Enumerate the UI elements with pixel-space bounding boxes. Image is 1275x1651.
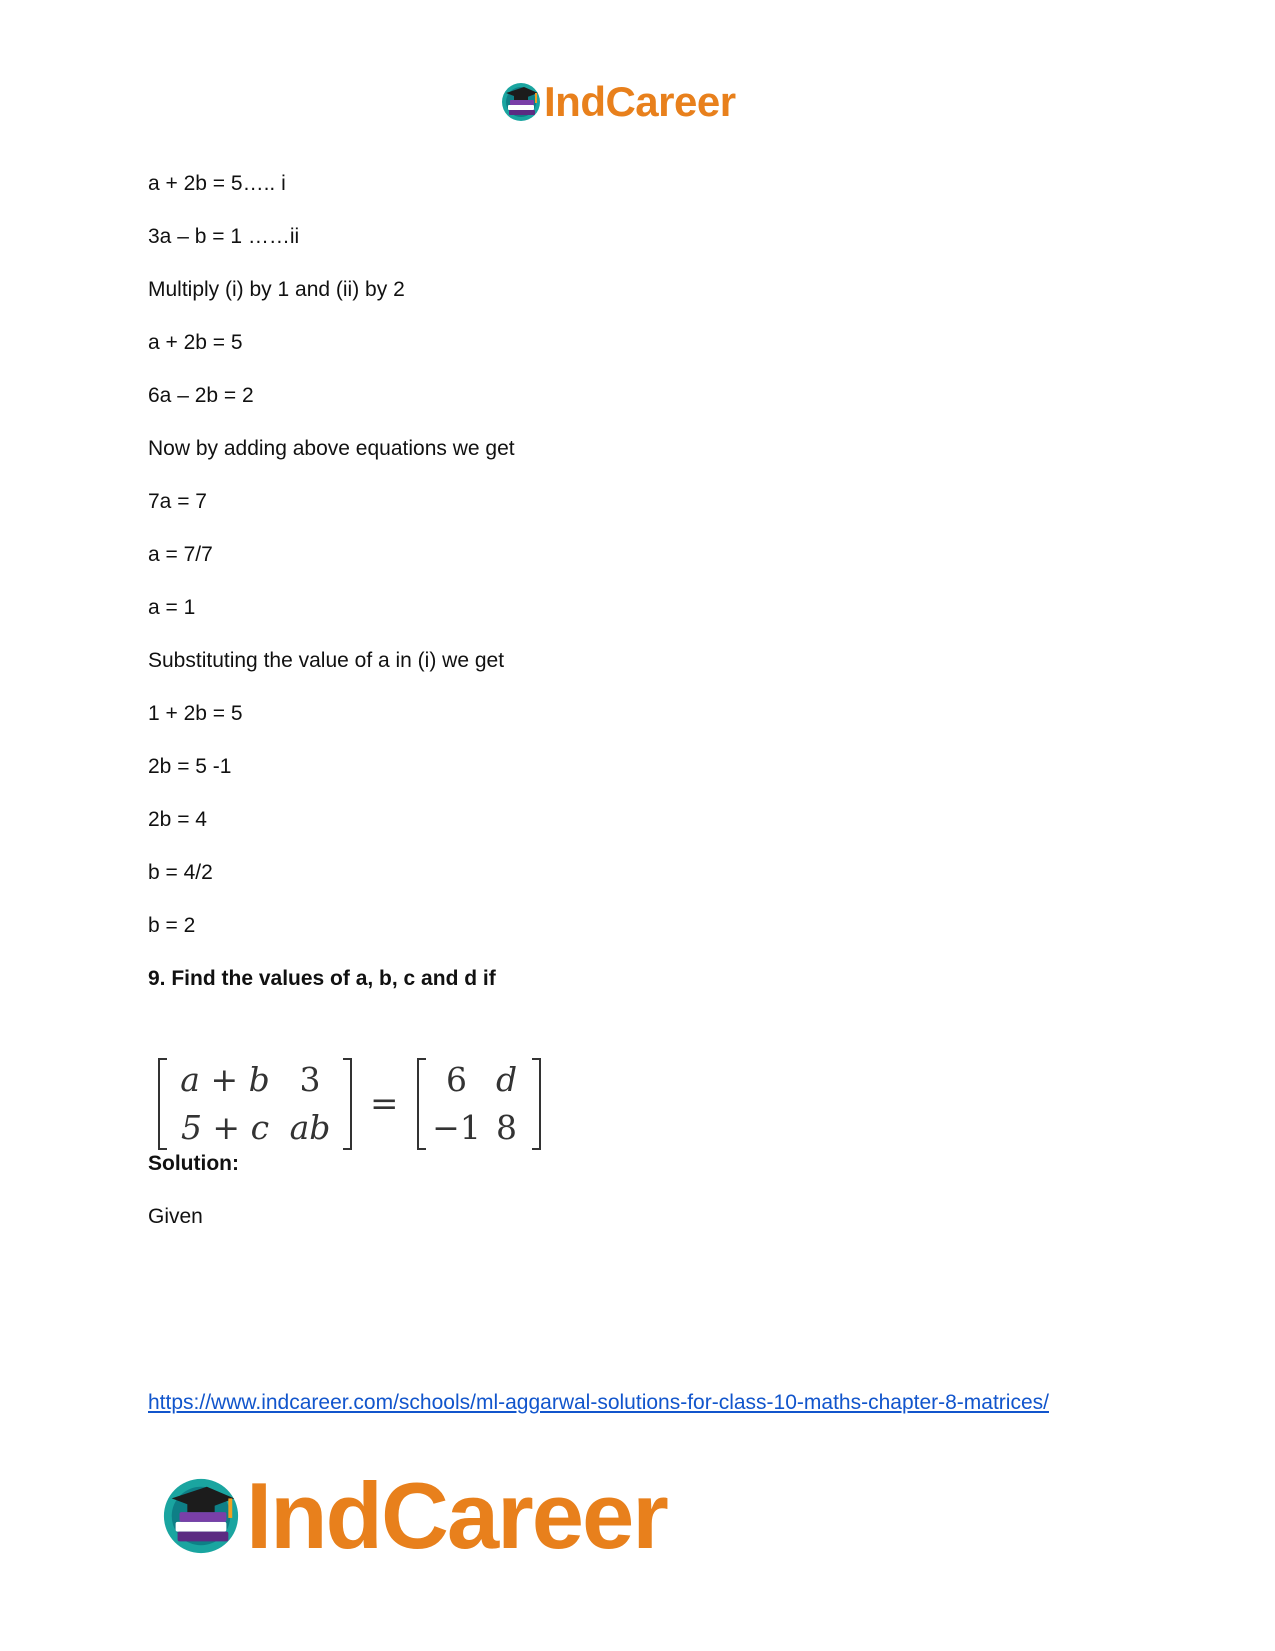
- equation-line: b = 2: [148, 914, 196, 937]
- equation-line: a = 7/7: [148, 543, 213, 566]
- text-line: Multiply (i) by 1 and (ii) by 2: [148, 278, 405, 301]
- equation-line: a + 2b = 5: [148, 331, 243, 354]
- equation-line: a + 2b = 5….. i: [148, 172, 286, 195]
- question-heading: 9. Find the values of a, b, c and d if: [148, 967, 496, 990]
- matrix-cell: 3: [299, 1060, 321, 1099]
- right-matrix: [417, 1058, 541, 1150]
- left-matrix: [158, 1058, 352, 1150]
- equation-line: 7a = 7: [148, 490, 207, 513]
- equation-line: a = 1: [148, 596, 196, 619]
- matrix-cell: 8: [496, 1108, 517, 1147]
- equation-line: b = 4/2: [148, 861, 213, 884]
- given-text: Given: [148, 1205, 203, 1228]
- equals-sign: =: [370, 1084, 399, 1124]
- matrix-cell: 6: [446, 1060, 467, 1099]
- solution-label: Solution:: [148, 1152, 239, 1175]
- footer-logo-text: IndCareer: [246, 1463, 667, 1568]
- equation-line: 1 + 2b = 5: [148, 702, 243, 725]
- source-link[interactable]: https://www.indcareer.com/schools/ml-aggarwal-solutions-for-class-10-maths-chapter-8-matrices/: [148, 1391, 1049, 1414]
- matrix-equation: [158, 1058, 541, 1150]
- text-line: Substituting the value of a in (i) we get: [148, 649, 505, 672]
- footer-logo: [160, 1462, 667, 1570]
- equation-line: 2b = 5 -1: [148, 755, 232, 778]
- matrix-cell: d: [495, 1060, 518, 1099]
- graduation-cap-books-icon: [500, 81, 542, 123]
- equation-line: 6a – 2b = 2: [148, 384, 254, 407]
- equation-line: 2b = 4: [148, 808, 207, 831]
- matrix-cell: ab: [289, 1108, 331, 1147]
- matrix-cell: a + b: [180, 1060, 270, 1099]
- matrix-cell: 5 + c: [180, 1108, 270, 1147]
- header-logo-text: IndCareer: [544, 78, 736, 125]
- matrix-cell: −1: [432, 1108, 481, 1147]
- header-logo: [500, 78, 736, 126]
- graduation-cap-books-icon: [160, 1475, 242, 1557]
- equation-line: 3a – b = 1 ……ii: [148, 225, 300, 248]
- text-line: Now by adding above equations we get: [148, 437, 515, 460]
